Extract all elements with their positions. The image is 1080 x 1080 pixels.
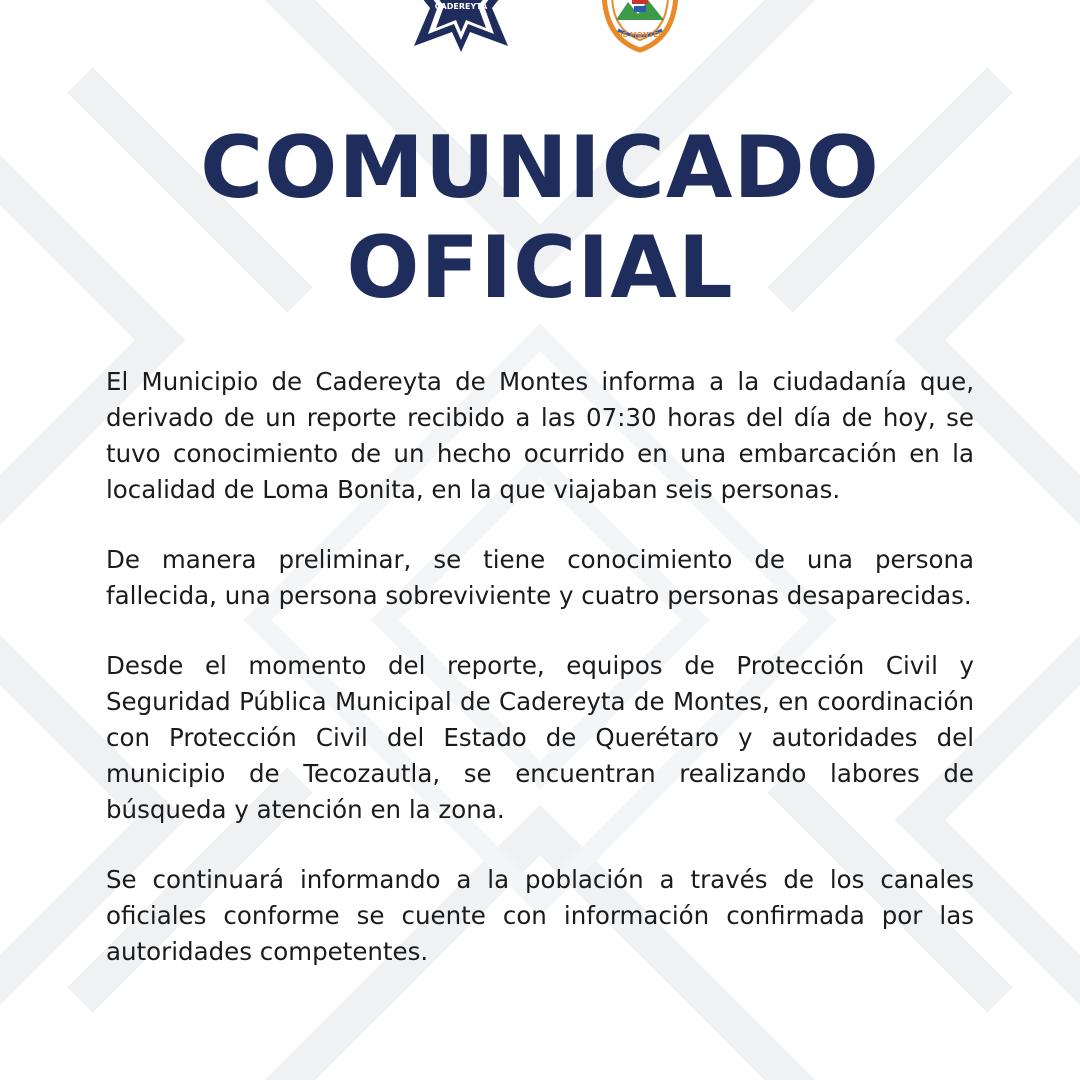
title-line-2: OFICIAL (346, 218, 734, 318)
municipal-seal-icon (598, 0, 682, 54)
page-title (0, 118, 1080, 318)
municipal-seal-text: DE MONTES (616, 31, 664, 39)
paragraph-incident-report: El Municipio de Cadereyta de Montes informa a la ciudadanía que, derivado de un reporte recibido a las 07:30 horas del día de hoy, se tuvo conocimiento de un hecho ocurrido en una embarcación en la localidad de Loma Bonita, en la que viajaban seis personas. (106, 367, 974, 504)
paragraph-preliminary-status: De manera preliminar, se tiene conocimiento de una persona fallecida, una persona sobreviviente y cuatro personas desaparecidas. (106, 545, 974, 610)
header-logos (0, 0, 1080, 60)
statement-body (106, 364, 974, 1004)
title-line-1: COMUNICADO (200, 118, 880, 218)
paragraph-future-updates: Se continuará informando a la población a través de los canales oficiales conforme se cuente con información confirmada por las autoridades competentes. (106, 865, 974, 966)
paragraph-search-operations: Desde el momento del reporte, equipos de Protección Civil y Seguridad Pública Municipal de Cadereyta de Montes, en coordinación con Protección Civil del Estado de Querétaro y autoridades del municipio de Tecozautla, se encuentran realizando labores de búsqueda y atención en la zona. (106, 651, 974, 824)
police-badge-icon (388, 0, 534, 52)
police-badge-text: CADEREYTA (434, 2, 488, 11)
